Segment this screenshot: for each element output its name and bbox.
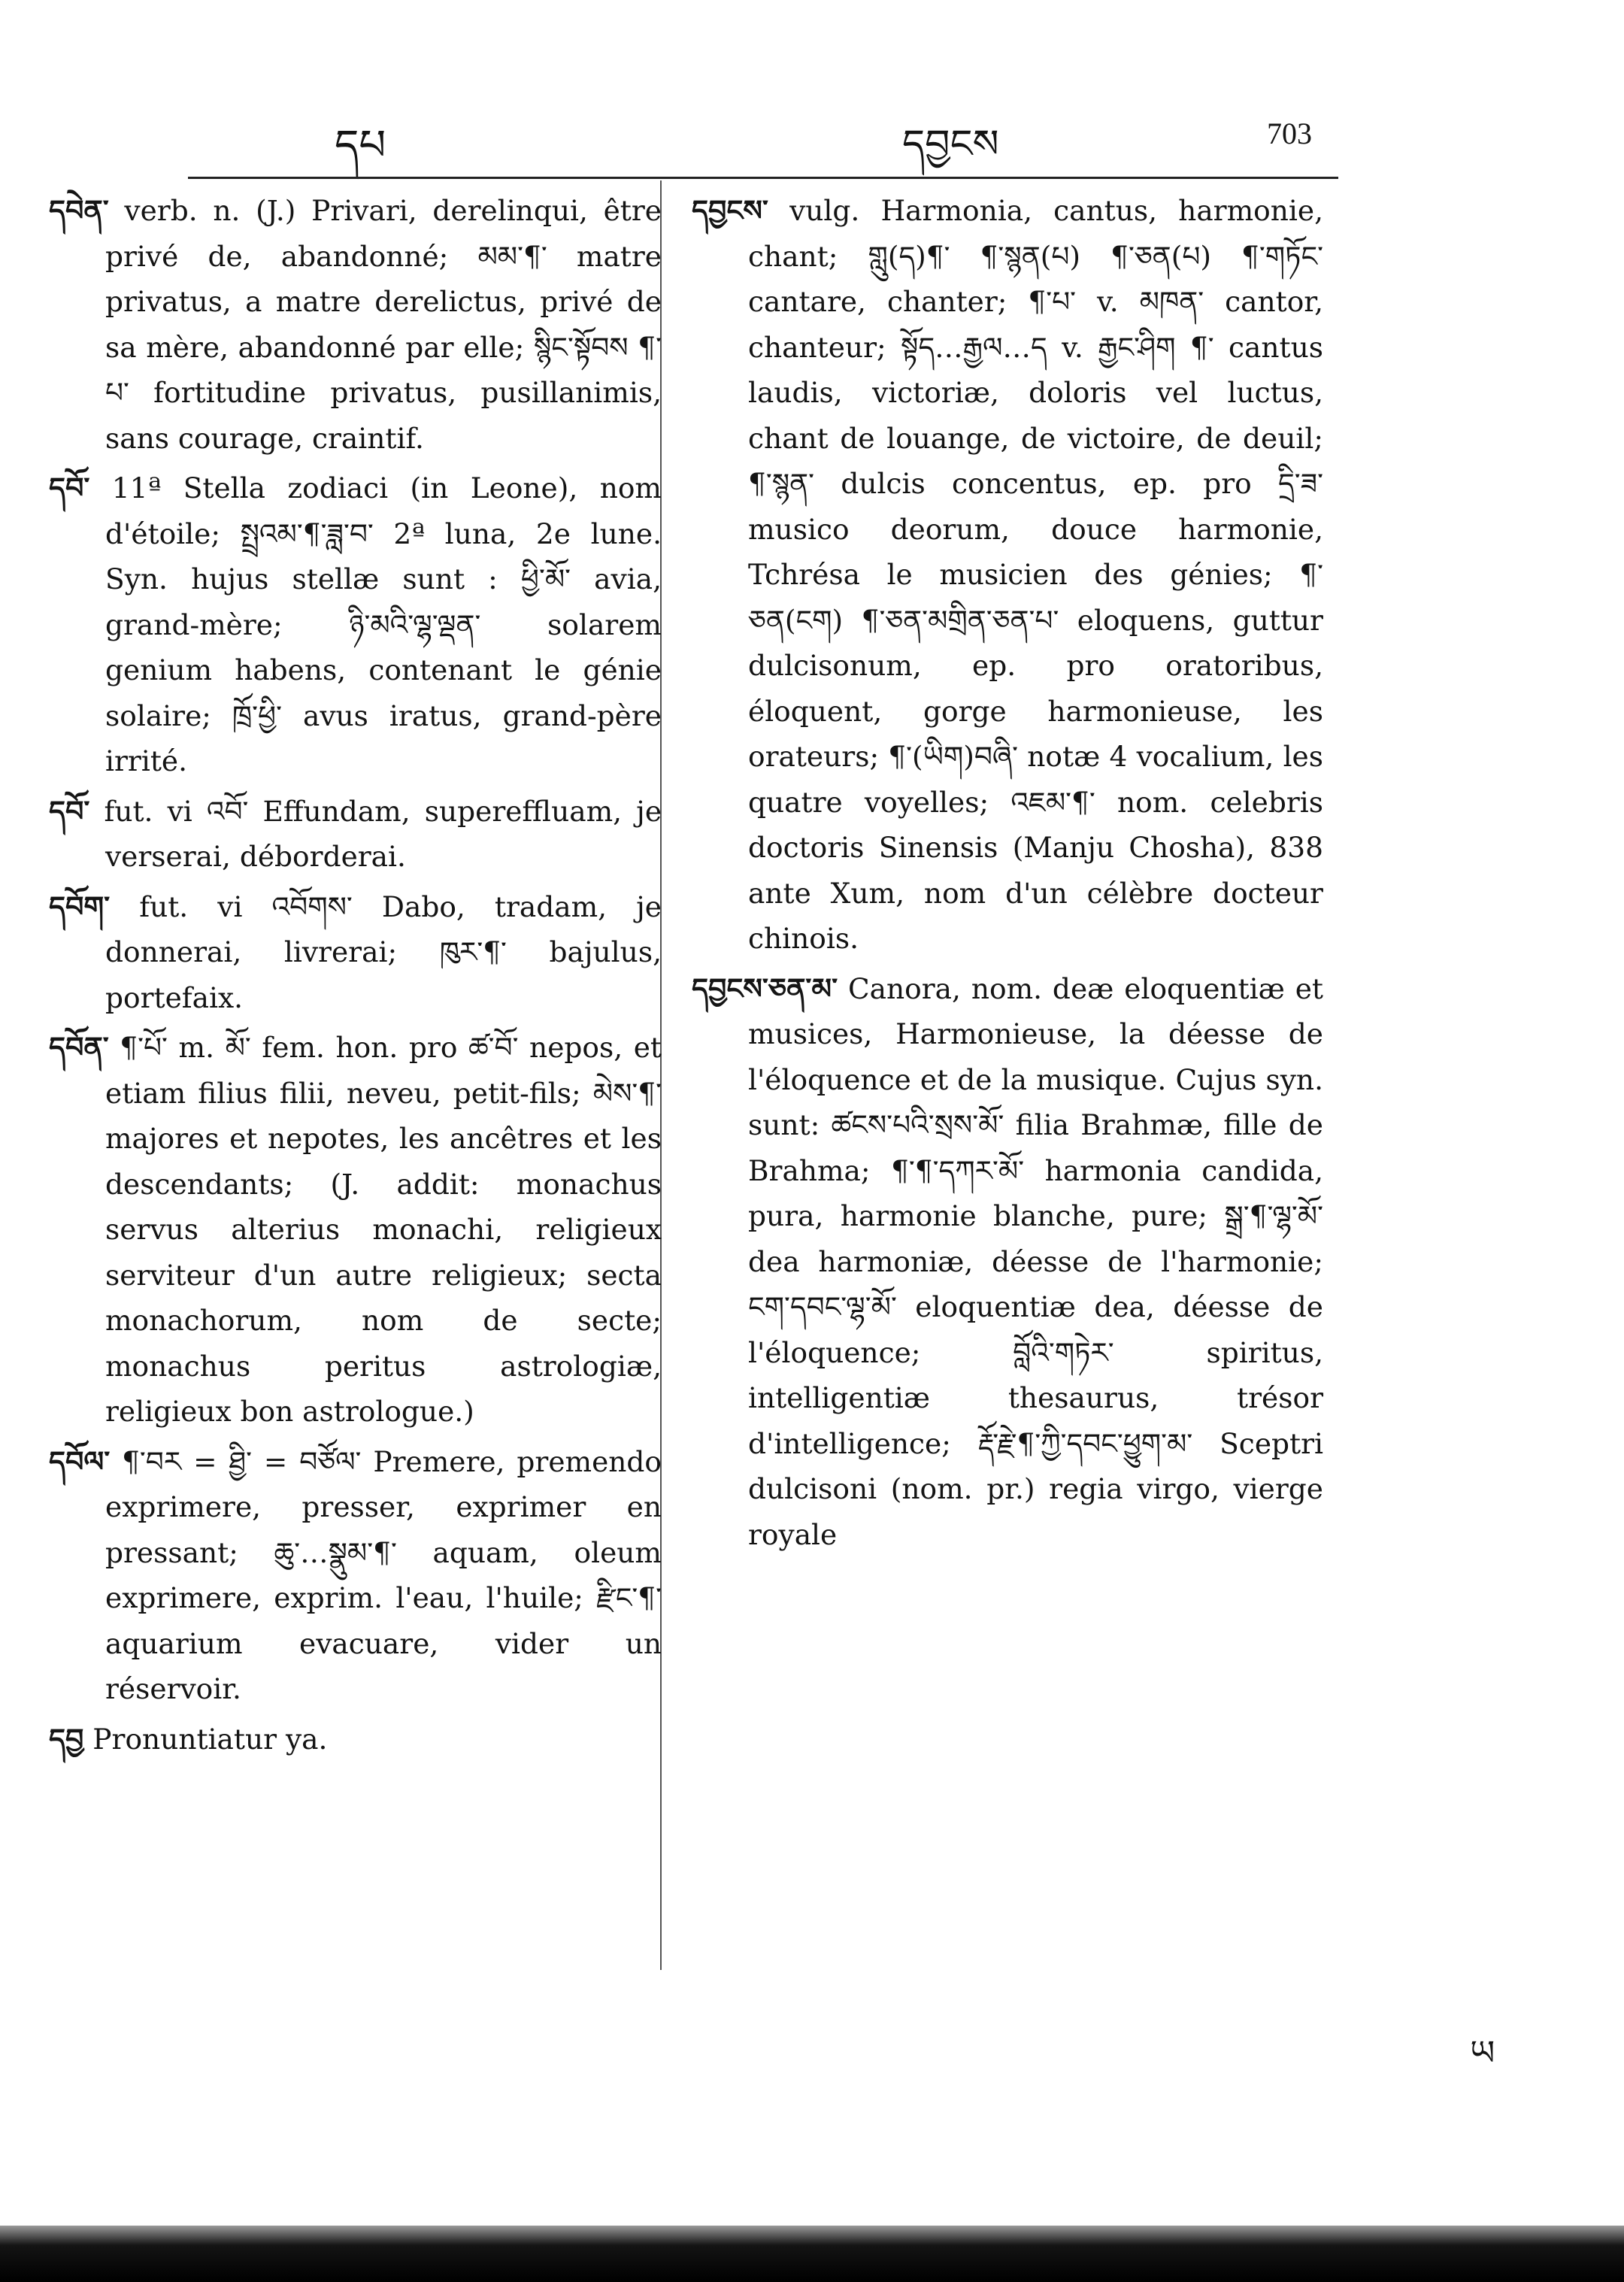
entry-text: fut. vi འབོ་ Effundam, supereffluam, je verserai, déborderai. bbox=[104, 794, 662, 873]
entry-text: 11ª Stella zodiaci (in Leone), nom d'étoile; སྤྲའམ་¶་ཟླ་བ་ 2ª luna, 2e lune. Syn. hujus stellæ sunt : ཕྱི་མོ་ avia, grand-mère; ཉི་མའི་ལྷ་ལྡན་ solarem genium habens, contenant le génie solaire; ཁྲོ་ཕྱི་ avus iratus, grand-père irrité. bbox=[105, 471, 662, 777]
entry-headword: དབོན་ bbox=[49, 1030, 109, 1064]
dictionary-entry bbox=[49, 1439, 662, 1712]
entry-text: verb. n. (J.) Privari, derelinqui, être privé de, abandonné; མམ་¶་ matre privatus, a matre derelictus, privé de sa mère, abandonné par elle; སྙིང་སྟོབས ¶་པ་ fortitudine privatus, pusillanimis, sans courage, craintif. bbox=[105, 194, 662, 455]
entry-text: ¶་པོ་ m. མོ་ fem. hon. pro ཚ་བོ་ nepos, et etiam filius filii, neveu, petit-fils; མེས་¶་ majores et nepotes, les ancêtres et les descendants; (J. addit: monachus servus alterius monachi, religieux serviteur d'un autre religieux; secta monachorum, nom de secte; monachus peritus astrologiæ, religieux bon astrologue.) bbox=[105, 1031, 662, 1428]
dictionary-entry bbox=[49, 188, 662, 461]
entry-text: Pronuntiatur ya. bbox=[92, 1722, 328, 1756]
header-center-tibetan: དབྱངས bbox=[902, 122, 999, 167]
header-left-tibetan: དཔ bbox=[335, 121, 386, 170]
dictionary-entry bbox=[49, 789, 662, 880]
dictionary-entry bbox=[49, 465, 662, 784]
entry-headword: དབོ་ bbox=[49, 793, 90, 828]
entry-text: ¶་བར = ཐྱི་ = བཙོལ་ Premere, premendo exprimere, presser, exprimer en pressant; ཆུ་…སྣུམ་¶་ aquam, oleum exprimere, exprim. l'eau, l'huile; རྫིང་¶་ aquarium evacuare, vider un réservoir. bbox=[105, 1444, 662, 1705]
page-number: 703 bbox=[1267, 117, 1312, 150]
entry-headword: དབོག་ bbox=[49, 889, 111, 923]
left-column bbox=[49, 188, 662, 1762]
page-header bbox=[0, 98, 1624, 170]
entry-headword: དབྱངས་ bbox=[692, 193, 768, 227]
entry-text: vulg. Harmonia, cantus, harmonie, chant; གླུ(ད)¶་ ¶་སྙན(པ) ¶་ཅན(པ) ¶་གཏོང་ cantare, chanter; ¶་པ་ v. མཁན་ cantor, chanteur; སྟོད…རྒྱལ…ད v. རྒྱང་ཤིག ¶་ cantus laudis, victoriæ, doloris vel luctus, chant de louange, de victoire, de deuil; ¶་སྙན་ dulcis concentus, ep. pro དྲི་ཟ་ musico deorum, douce harmonie, Tchrésa le musicien des génies; ¶་ཅན(ངག) ¶་ཅན་མགྲིན་ཅན་པ་ eloquens, guttur dulcisonum, ep. pro oratoribus, éloquent, gorge harmonieuse, les orateurs; ¶་(ཡིག)བཞི་ notæ 4 vocalium, les quatre voyelles; འཇམ་¶་ nom. celebris doctoris Sinensis (Manju Chosha), 838 ante Xum, nom d'un célèbre docteur chinois. bbox=[748, 194, 1323, 955]
header-rule bbox=[188, 177, 1338, 179]
scan-bottom-edge bbox=[0, 2226, 1624, 2282]
dictionary-entry bbox=[692, 966, 1323, 1558]
margin-edge-glyph: ཡ bbox=[1470, 2032, 1495, 2073]
entry-text: fut. vi འབོགས་ Dabo, tradam, je donnerai, livrerai; ཁུར་¶་ bajulus, portefaix. bbox=[105, 889, 662, 1014]
dictionary-entry bbox=[49, 1025, 662, 1435]
entry-text: Canora, nom. deæ eloquentiæ et musices, Harmonieuse, la déesse de l'éloquence et de la musique. Cujus syn. sunt: ཚངས་པའི་སྲས་མོ་ filia Brahmæ, fille de Brahma; ¶་¶་དཀར་མོ་ harmonia candida, pura, harmonie blanche, pure; སྒྲ་¶་ལྷ་མོ་ dea harmoniæ, déesse de l'harmonie; ངག་དབང་ལྷ་མོ་ eloquentiæ dea, déesse de l'éloquence; བློའི་གཏེར་ spiritus, intelligentiæ thesaurus, trésor d'intelligence; རྡོ་རྗེ་¶་ཀྱི་དབང་ཕྱུག་མ་ Sceptri dulcisoni (nom. pr.) regia virgo, vierge royale bbox=[748, 971, 1323, 1551]
dictionary-entry bbox=[49, 884, 662, 1021]
dictionary-entry bbox=[49, 1717, 662, 1762]
entry-headword: དབེན་ bbox=[49, 193, 109, 227]
entry-headword: དབྱ bbox=[49, 1721, 84, 1756]
entry-headword: དབོལ་ bbox=[49, 1444, 111, 1478]
entry-headword: དབོ་ bbox=[49, 471, 90, 505]
entry-headword: དབྱངས་ཅན་མ་ bbox=[692, 971, 838, 1005]
right-column bbox=[692, 188, 1323, 1557]
dictionary-entry bbox=[692, 188, 1323, 962]
